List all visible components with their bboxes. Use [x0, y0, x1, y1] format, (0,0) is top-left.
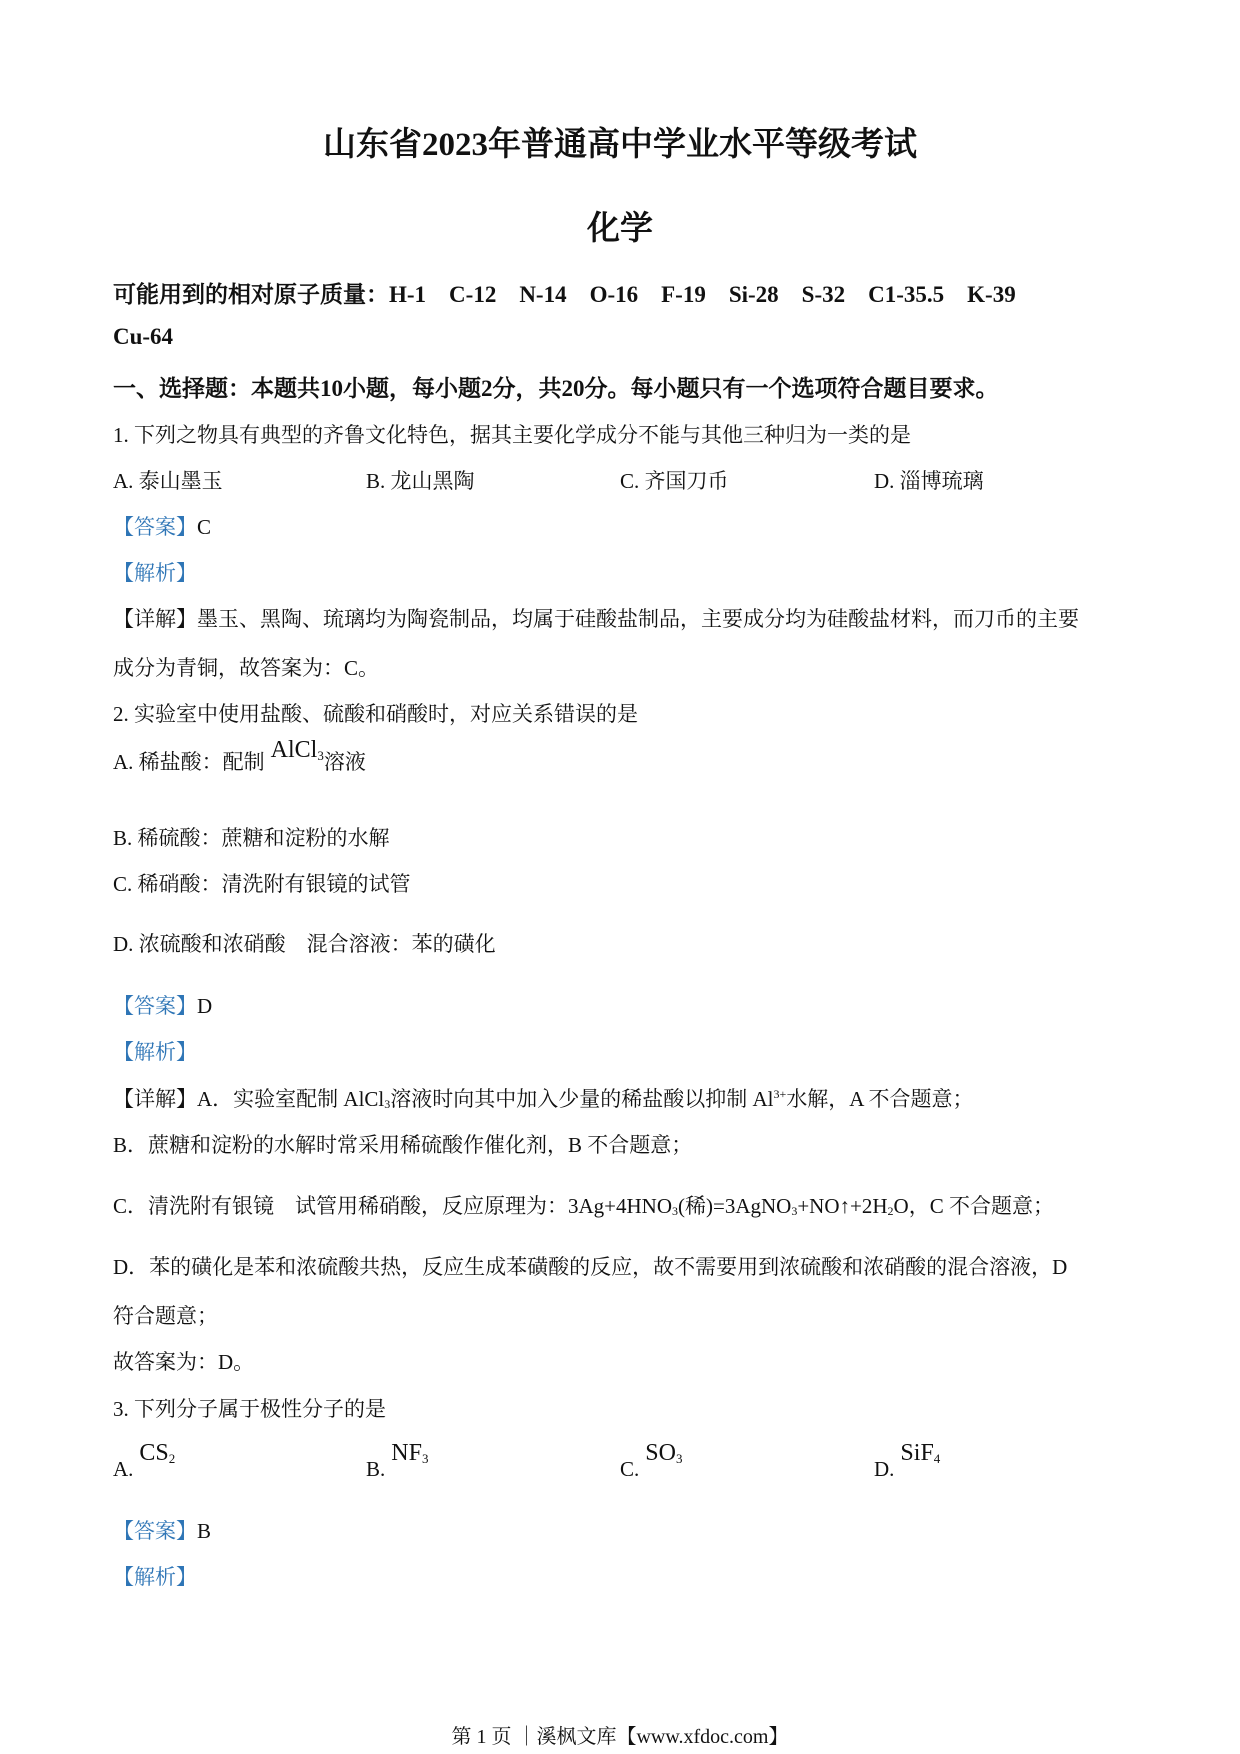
subscript: 3 — [672, 1204, 679, 1218]
answer-tag: 【答案】 — [113, 994, 197, 1018]
q2-option-d: D. 浓硫酸和浓硝酸 混合溶液：苯的磺化 — [113, 932, 496, 956]
exam-title: 山东省2023年普通高中学业水平等级考试 — [323, 127, 917, 163]
q1-option-a: A. 泰山墨玉 — [113, 469, 223, 493]
subscript: 3 — [791, 1204, 798, 1218]
q1-detail-line2: 成分为青铜，故答案为：C。 — [113, 656, 380, 680]
formula-subscript: 3 — [317, 748, 324, 763]
q1-option-b: B. 龙山黑陶 — [366, 469, 475, 493]
q1-option-c: C. 齐国刀币 — [620, 469, 729, 493]
subject-title: 化学 — [587, 211, 653, 247]
formula-text: AlCl — [270, 737, 318, 763]
detail-text: 【详解】A．实验室配制 AlCl — [113, 1087, 385, 1111]
option-formula — [391, 1440, 428, 1466]
answer-tag: 【答案】 — [113, 515, 197, 539]
formula-subscript: 4 — [933, 1451, 941, 1466]
atomic-masses-line2: Cu-64 — [113, 324, 174, 349]
option-label: D. — [874, 1457, 895, 1481]
option-label: A. — [113, 1457, 134, 1481]
q2-detail-c — [113, 1190, 1054, 1220]
q2-option-a-formula — [271, 737, 324, 763]
q2-option-b: B. 稀硫酸：蔗糖和淀粉的水解 — [113, 826, 390, 850]
option-formula — [645, 1440, 682, 1466]
subscript: 2 — [887, 1204, 894, 1218]
answer-value: B — [197, 1519, 212, 1543]
q3-answer — [113, 1515, 211, 1545]
option-label: B. — [366, 1457, 386, 1481]
detail-text: O，C 不合题意； — [893, 1194, 1054, 1218]
q1-analysis-tag: 【解析】 — [113, 561, 197, 585]
q2-option-a-suffix: 溶液 — [323, 750, 366, 774]
detail-text: (稀)=3AgNO — [678, 1194, 792, 1218]
formula-subscript: 3 — [421, 1451, 429, 1466]
detail-text: +NO↑+2H — [797, 1194, 888, 1218]
superscript: 3+ — [773, 1087, 787, 1101]
option-formula — [139, 1440, 175, 1466]
q2-analysis-tag: 【解析】 — [113, 1040, 197, 1064]
atomic-masses-line1: 可能用到的相对原子质量：H-1 C-12 N-14 O-16 F-19 Si-28 S-32 C1-35.5 K-39 — [113, 282, 1016, 307]
q2-detail-d-line1: D．苯的磺化是苯和浓硫酸共热，反应生成苯磺酸的反应，故不需要用到浓硫酸和浓硝酸的混合溶液，D — [113, 1255, 1068, 1279]
answer-value: C — [197, 515, 212, 539]
q1-stem: 1. 下列之物具有典型的齐鲁文化特色，据其主要化学成分不能与其他三种归为一类的是 — [113, 423, 911, 447]
q1-option-d: D. 淄博琉璃 — [874, 469, 984, 493]
q2-conclusion: 故答案为：D。 — [113, 1350, 255, 1374]
q2-detail-d-line2: 符合题意； — [113, 1304, 218, 1328]
answer-value: D — [197, 994, 213, 1018]
formula-subscript: 3 — [675, 1451, 683, 1466]
detail-text: 溶液时向其中加入少量的稀盐酸以抑制 Al — [390, 1087, 774, 1111]
q3-option-c — [620, 1440, 683, 1481]
option-label: C. — [620, 1457, 640, 1481]
option-formula — [900, 1440, 940, 1466]
detail-text: C．清洗附有银镜 试管用稀硝酸，反应原理为：3Ag+4HNO — [113, 1194, 673, 1218]
q1-detail-line1: 【详解】墨玉、黑陶、琉璃均为陶瓷制品，均属于硅酸盐制品，主要成分均为硅酸盐材料，而刀币的主要 — [113, 607, 1079, 631]
q3-analysis-tag: 【解析】 — [113, 1565, 197, 1589]
q3-option-d — [874, 1440, 941, 1481]
formula-text: SiF — [900, 1440, 934, 1466]
answer-tag: 【答案】 — [113, 1519, 197, 1543]
q2-answer — [113, 990, 212, 1020]
q2-option-c: C. 稀硝酸：清洗附有银镜的试管 — [113, 872, 411, 896]
formula-text: SO — [645, 1440, 676, 1466]
q3-option-b — [366, 1440, 429, 1481]
q1-answer — [113, 511, 211, 541]
q2-stem: 2. 实验室中使用盐酸、硫酸和硝酸时，对应关系错误的是 — [113, 702, 638, 726]
q2-detail-b: B．蔗糖和淀粉的水解时常采用稀硫酸作催化剂，B 不合题意； — [113, 1133, 693, 1157]
page-footer: 第 1 页 ｜溪枫文库【www.xfdoc.com】 — [451, 1726, 789, 1748]
formula-text: CS — [139, 1440, 169, 1466]
q3-option-a — [113, 1440, 176, 1481]
formula-subscript: 2 — [168, 1451, 176, 1466]
subscript: 3 — [384, 1097, 391, 1111]
section-heading: 一、选择题：本题共10小题，每小题2分，共20分。每小题只有一个选项符合题目要求。 — [113, 376, 999, 401]
q2-detail-a — [113, 1083, 974, 1113]
q2-option-a-prefix: A. 稀盐酸：配制 — [113, 750, 265, 774]
q2-option-a — [113, 737, 366, 776]
q3-stem: 3. 下列分子属于极性分子的是 — [113, 1397, 386, 1421]
formula-text: NF — [391, 1440, 422, 1466]
detail-text: 水解，A 不合题意； — [786, 1087, 974, 1111]
